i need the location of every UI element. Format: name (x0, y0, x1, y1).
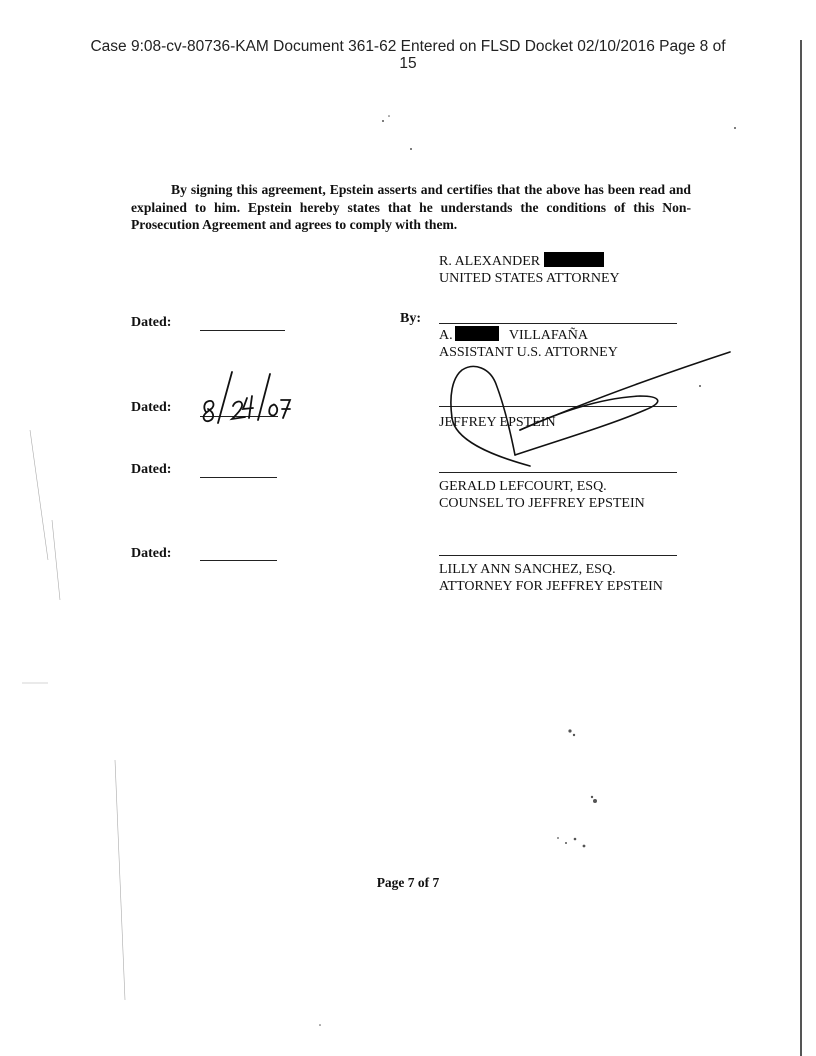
dated-label-3: Dated: (131, 462, 172, 477)
handwritten-date (204, 372, 290, 423)
epstein-signature (451, 352, 730, 466)
lefcourt-title: COUNSEL TO JEFFREY EPSTEIN (439, 496, 645, 511)
sanchez-name: LILLY ANN SANCHEZ, ESQ. (439, 562, 616, 577)
sanchez-title: ATTORNEY FOR JEFFREY EPSTEIN (439, 579, 663, 594)
lefcourt-name: GERALD LEFCOURT, ESQ. (439, 479, 607, 494)
scan-streaks (22, 430, 125, 1000)
court-header-line-2: 15 (399, 55, 417, 72)
us-attorney-name: R. ALEXANDER (439, 254, 541, 269)
us-attorney-title: UNITED STATES ATTORNEY (439, 271, 620, 286)
page-footer: Page 7 of 7 (376, 875, 440, 890)
dated-label-2: Dated: (131, 400, 172, 415)
dated-label-4: Dated: (131, 546, 172, 561)
epstein-name: JEFFREY EPSTEIN (439, 415, 556, 430)
assistant-initial: A. (439, 328, 453, 343)
scan-specks (319, 115, 736, 1026)
dated-label-1: Dated: (131, 315, 172, 330)
by-label: By: (400, 311, 421, 326)
assistant-title: ASSISTANT U.S. ATTORNEY (439, 345, 618, 360)
court-header-line-1: Case 9:08-cv-80736-KAM Document 361-62 Entered on FLSD Docket 02/10/2016 Page 8 of (90, 38, 726, 55)
assistant-surname: VILLAFAÑA (508, 328, 588, 343)
certification-text: By signing this agreement, Epstein asserts and certifies that the above has been read and explained to him. Epstein hereby states that he understands the conditions of this Non-Prosecution Agreement and agrees to comply with them. (131, 182, 691, 232)
